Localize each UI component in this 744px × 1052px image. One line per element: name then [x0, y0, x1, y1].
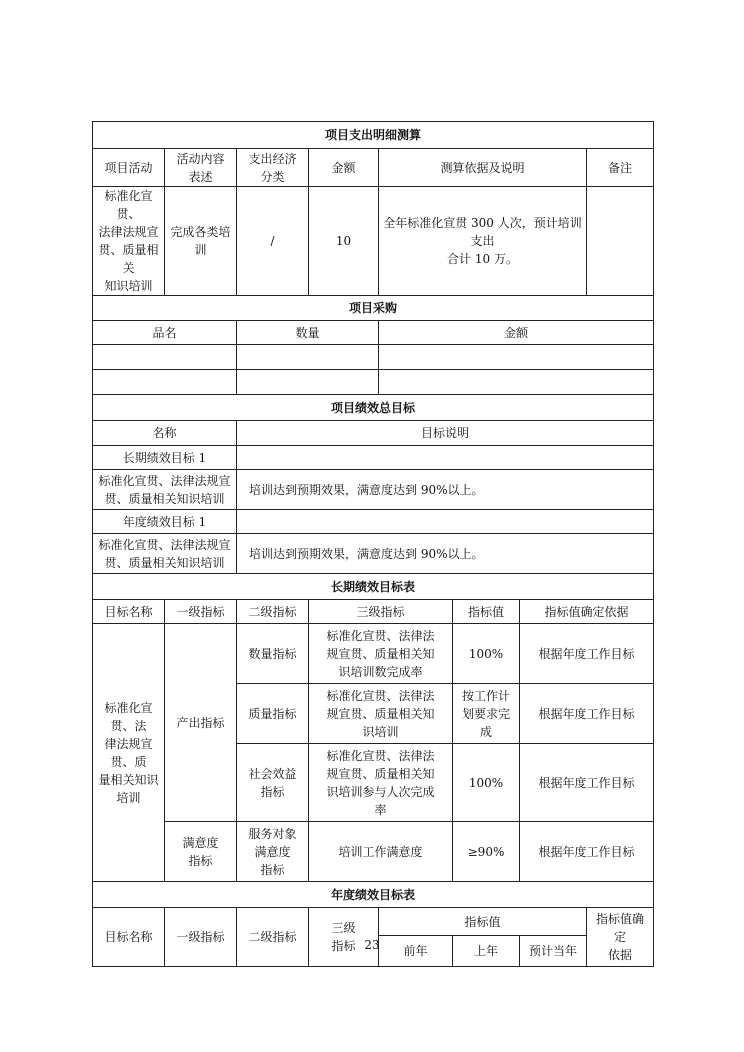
- col-header-value-basis: 指标值确定依据: [520, 600, 654, 624]
- long-goal-name: 标准化宣贯、法律法规宣 贯、质量相关知识培训: [93, 470, 237, 510]
- basis-cell: 根据年度工作目标: [520, 822, 654, 882]
- value-cell: 100%: [453, 624, 520, 684]
- level2-cell: 质量指标: [237, 684, 309, 744]
- budget-table: [92, 121, 654, 967]
- col-header-quantity: 数量: [237, 321, 379, 345]
- long-goal-empty: [237, 446, 654, 470]
- col-header-name: 名称: [93, 421, 237, 446]
- section-title-perf-goal: 项目绩效总目标: [93, 395, 654, 421]
- col-header-basis: 测算依据及说明: [379, 149, 587, 187]
- basis-cell: 根据年度工作目标: [520, 744, 654, 822]
- level3-cell: 标准化宣贯、法律法 规宣贯、质量相关知 识培训: [309, 684, 453, 744]
- level3-cell: 培训工作满意度: [309, 822, 453, 882]
- col-header-category: 支出经济 分类: [237, 149, 309, 187]
- long-goal-label: 长期绩效目标 1: [93, 446, 237, 470]
- year-header-target: 目标名称: [93, 908, 165, 967]
- year-goal-name: 标准化宣贯、法律法规宣 贯、质量相关知识培训: [93, 534, 237, 574]
- year-header-current-year: 预计当年: [520, 936, 587, 967]
- col-header-level1: 一级指标: [165, 600, 237, 624]
- expense-category: /: [237, 187, 309, 296]
- expense-note: [587, 187, 654, 296]
- basis-cell: 根据年度工作目标: [520, 684, 654, 744]
- year-goal-label: 年度绩效目标 1: [93, 510, 237, 534]
- col-header-amount: 金额: [309, 149, 379, 187]
- level3-cell: 标准化宣贯、法律法 规宣贯、质量相关知 识培训数完成率: [309, 624, 453, 684]
- level1-output: 产出指标: [165, 624, 237, 822]
- section-title-long-table: 长期绩效目标表: [93, 574, 654, 600]
- year-header-level1: 一级指标: [165, 908, 237, 967]
- basis-cell: 根据年度工作目标: [520, 624, 654, 684]
- col-header-level3: 三级指标: [309, 600, 453, 624]
- col-header-level2: 二级指标: [237, 600, 309, 624]
- col-header-note: 备注: [587, 149, 654, 187]
- expense-amount: 10: [309, 187, 379, 296]
- level1-satisfaction: 满意度 指标: [165, 822, 237, 882]
- procurement-cell: [237, 345, 379, 370]
- year-header-level3: 三级 指标: [309, 908, 379, 967]
- value-cell: 100%: [453, 744, 520, 822]
- value-cell: 按工作计 划要求完 成: [453, 684, 520, 744]
- col-header-activity: 项目活动: [93, 149, 165, 187]
- expense-activity: 标准化宣贯、 法律法规宣 贯、质量相关 知识培训: [93, 187, 165, 296]
- col-header-item: 品名: [93, 321, 237, 345]
- procurement-cell: [93, 345, 237, 370]
- year-header-basis: 指标值确 定 依据: [587, 908, 654, 967]
- procurement-cell: [379, 370, 654, 395]
- procurement-cell: [237, 370, 379, 395]
- expense-basis: 全年标准化宣贯 300 人次，预计培训支出 合计 10 万。: [379, 187, 587, 296]
- level2-cell: 服务对象 满意度 指标: [237, 822, 309, 882]
- value-cell: ≥90%: [453, 822, 520, 882]
- long-target-name: 标准化宣贯、法 律法规宣贯、质 量相关知识培训: [93, 624, 165, 882]
- col-header-desc: 目标说明: [237, 421, 654, 446]
- section-title-procurement: 项目采购: [93, 296, 654, 321]
- year-header-last-year: 上年: [453, 936, 520, 967]
- year-header-prev-year: 前年: [379, 936, 453, 967]
- col-header-value: 指标值: [453, 600, 520, 624]
- section-title-expense: 项目支出明细测算: [93, 122, 654, 149]
- level2-cell: 数量指标: [237, 624, 309, 684]
- year-header-value-group: 指标值: [379, 908, 587, 936]
- year-goal-desc: 培训达到预期效果，满意度达到 90%以上。: [237, 534, 654, 574]
- level3-cell: 标准化宣贯、法律法 规宣贯、质量相关知 识培训参与人次完成 率: [309, 744, 453, 822]
- procurement-cell: [379, 345, 654, 370]
- expense-content: 完成各类培 训: [165, 187, 237, 296]
- col-header-content: 活动内容 表述: [165, 149, 237, 187]
- col-header-money: 金额: [379, 321, 654, 345]
- section-title-year-table: 年度绩效目标表: [93, 882, 654, 908]
- page-number: 23: [364, 938, 380, 952]
- col-header-target: 目标名称: [93, 600, 165, 624]
- year-header-level2: 二级指标: [237, 908, 309, 967]
- long-goal-desc: 培训达到预期效果，满意度达到 90%以上。: [237, 470, 654, 510]
- level2-cell: 社会效益 指标: [237, 744, 309, 822]
- year-goal-empty: [237, 510, 654, 534]
- procurement-cell: [93, 370, 237, 395]
